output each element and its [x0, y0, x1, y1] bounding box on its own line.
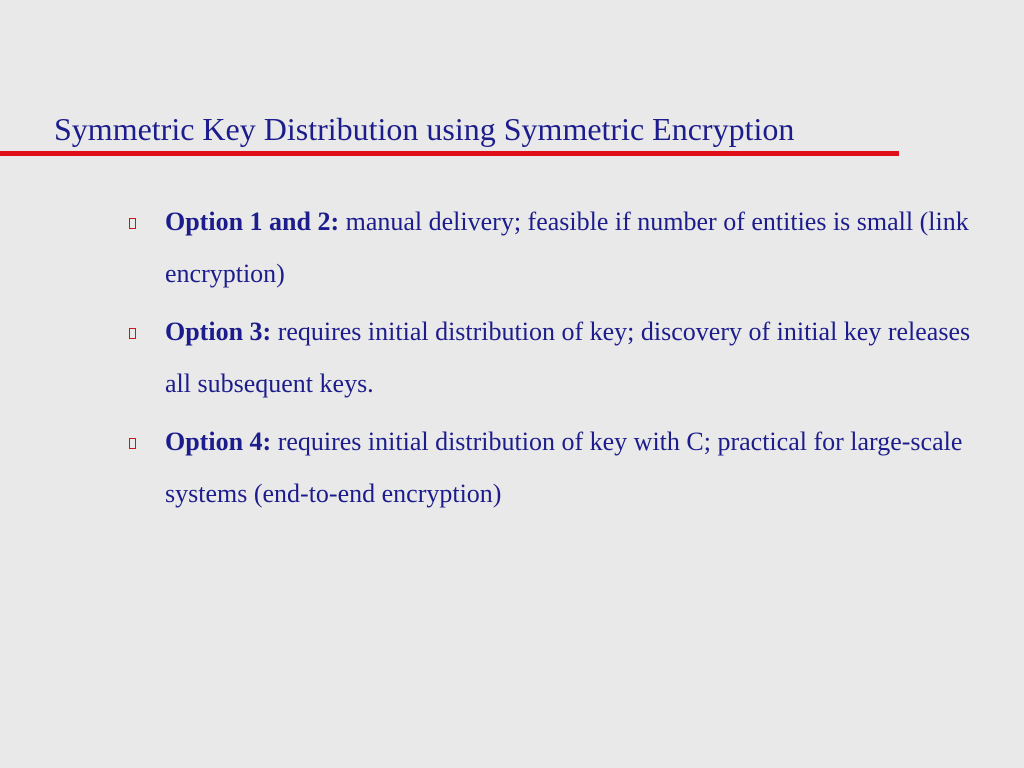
- slide-title: Symmetric Key Distribution using Symmetric Encryption: [54, 111, 795, 147]
- bullet-lead: Option 4:: [165, 427, 272, 456]
- bullet-lead: Option 3:: [165, 317, 272, 346]
- bullet-text: manual delivery; feasible if number of entities is small (link encryption): [165, 207, 969, 288]
- title-underline: [0, 151, 899, 156]
- bullet-text: requires initial distribution of key; discovery of initial key releases all subsequent keys.: [165, 317, 971, 398]
- bullet-item-option-3: [126, 306, 986, 410]
- bullet-item-option-4: [126, 416, 986, 520]
- bullet-lead: Option 1 and 2:: [165, 207, 340, 236]
- bullet-text: requires initial distribution of key with C; practical for large-scale systems (end-to-end encryption): [165, 427, 963, 508]
- bullet-item-option-1-2: [126, 196, 986, 300]
- bullet-list: [126, 196, 986, 526]
- square-bullet-icon: [129, 328, 136, 339]
- square-bullet-icon: [129, 438, 136, 449]
- square-bullet-icon: [129, 218, 136, 229]
